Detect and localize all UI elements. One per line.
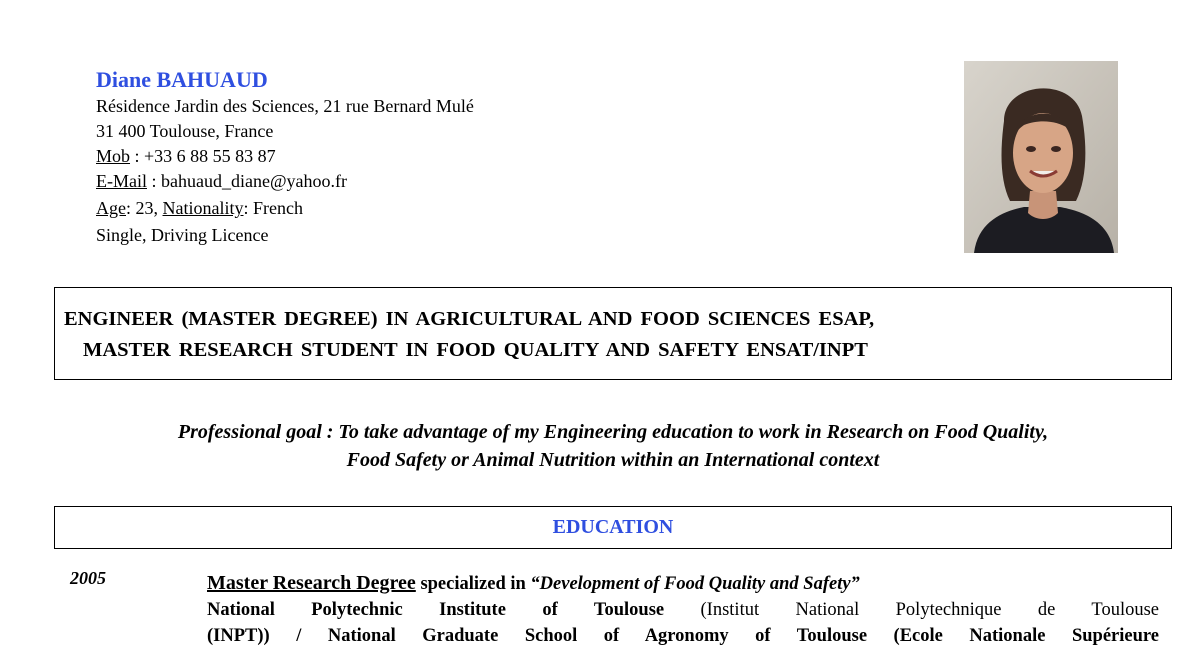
title-line-1: ENGINEER (MASTER DEGREE) IN AGRICULTURAL AND FOOD SCIENCES ESAP, (64, 308, 875, 330)
degree-specialized: specialized in (415, 574, 531, 594)
education-year: 2005 (70, 568, 106, 588)
degree-title: Master Research Degree (207, 572, 416, 594)
email-label: E-Mail (96, 171, 147, 191)
mobile-line (96, 144, 474, 169)
institute-line (207, 597, 1159, 623)
address-line-1: Résidence Jardin des Sciences, 21 rue Bernard Mulé (96, 96, 474, 116)
professional-goal (54, 418, 1172, 474)
nationality-value: : French (243, 198, 303, 218)
goal-line-2: Food Safety or Animal Nutrition within an International context (346, 449, 880, 471)
mobile-value: : +33 6 88 55 83 87 (130, 146, 276, 166)
nationality-label: Nationality (162, 198, 244, 218)
address-line-2: 31 400 Toulouse, France (96, 121, 274, 141)
education-entry (207, 570, 1159, 649)
status-line: Single, Driving Licence (96, 225, 269, 245)
degree-field: “Development of Food Quality and Safety” (530, 574, 860, 594)
institute-line-2: (INPT)) / National Graduate School of Agronomy of Toulouse (Ecole Nationale Supérieure (207, 626, 1159, 646)
institute-name: National Polytechnic Institute of Toulouse (207, 600, 665, 620)
contact-block (96, 66, 474, 248)
title-box (54, 287, 1172, 380)
title-line-2: MASTER RESEARCH STUDENT IN FOOD QUALITY AND SAFETY ENSAT/INPT (83, 339, 868, 361)
goal-line-1: Professional goal : To take advantage of my Engineering education to work in Research on Food Quality, (177, 421, 1049, 443)
portrait-image (964, 61, 1118, 253)
age-label: Age (96, 198, 126, 218)
profile-photo (964, 61, 1118, 253)
age-nationality-line (96, 196, 474, 221)
candidate-name: Diane BAHUAUD (96, 67, 268, 92)
institute-french-name: (Institut National Polytechnique de Toulouse (664, 600, 1159, 620)
education-heading: EDUCATION (54, 506, 1172, 549)
mobile-label: Mob (96, 146, 131, 166)
email-value: : bahuaud_diane@yahoo.fr (147, 171, 348, 191)
email-line (96, 169, 474, 194)
degree-line (207, 570, 1159, 597)
age-value: : 23, (126, 198, 163, 218)
